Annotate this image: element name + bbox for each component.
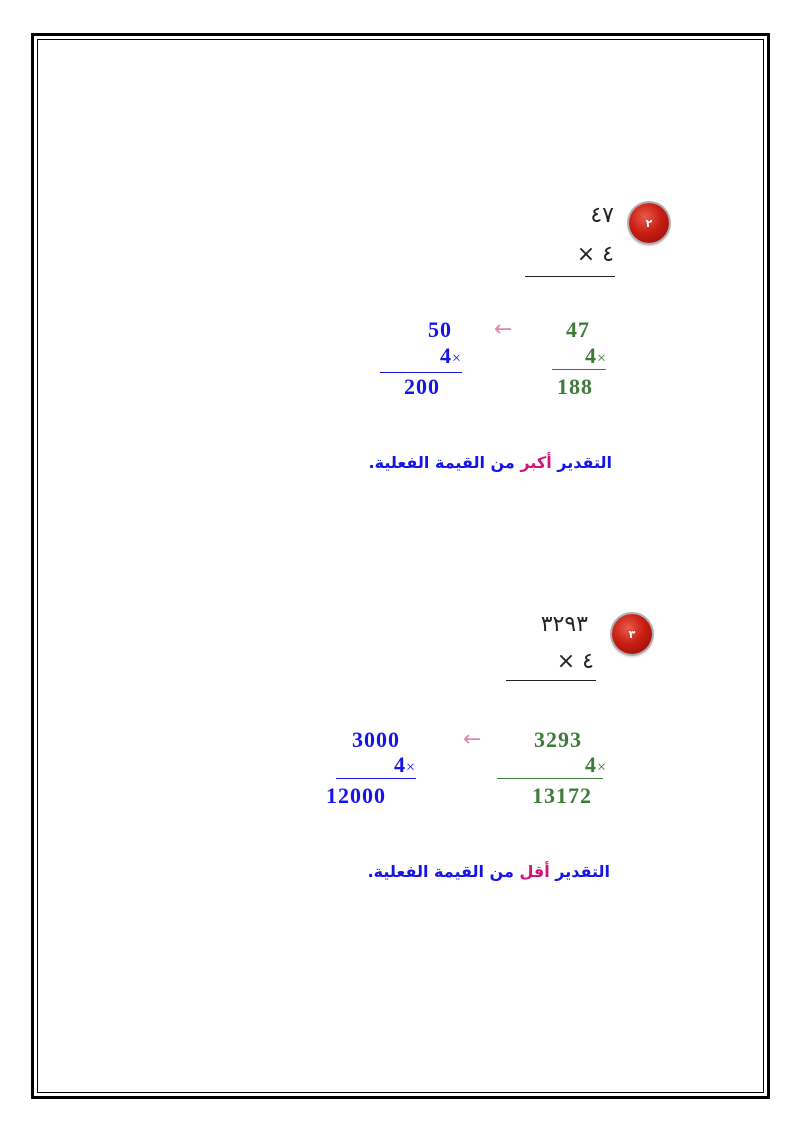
estimate-conclusion [368, 862, 610, 881]
estimate-multiplier-value: 4 [439, 343, 452, 368]
exercise-multiplier: × ٤ [556, 649, 594, 674]
conclusion-prefix: التقدير [551, 453, 612, 472]
estimate-result: 200 [404, 374, 440, 399]
times-sign: × [596, 350, 607, 367]
actual-top-number: 47 [566, 317, 590, 342]
arrow-left-icon: ← [494, 317, 513, 342]
actual-rule [497, 778, 603, 779]
conclusion-highlight: أقل [519, 862, 550, 881]
page-border-inner [37, 39, 764, 1093]
estimate-top-number: 50 [428, 317, 452, 342]
conclusion-highlight: أكبر [520, 453, 552, 472]
actual-top-number: 3293 [534, 727, 582, 752]
times-sign: × [405, 759, 416, 776]
exercise-rule [506, 680, 596, 681]
problem-number-badge: ٢ [629, 203, 669, 243]
actual-multiplier-value: 4 [584, 343, 597, 368]
actual-multiplier-value: 4 [584, 752, 597, 777]
estimate-rule [336, 778, 416, 779]
arrow-left-icon: ← [463, 727, 482, 752]
exercise-top-number: ٤٧ [590, 203, 614, 228]
actual-rule [552, 369, 606, 370]
exercise-rule [525, 276, 615, 277]
estimate-top-number: 3000 [352, 727, 400, 752]
estimate-multiplier-value: 4 [393, 752, 406, 777]
actual-multiplier [585, 343, 607, 369]
estimate-multiplier [394, 752, 416, 778]
exercise-top-number: ٣٢٩٣ [540, 612, 588, 637]
times-sign: × [451, 350, 462, 367]
estimate-result: 12000 [326, 783, 386, 808]
estimate-rule [380, 372, 462, 373]
exercise-multiplier: × ٤ [576, 242, 614, 267]
actual-multiplier [585, 752, 607, 778]
conclusion-suffix: من القيمة الفعلية. [368, 453, 521, 472]
estimate-conclusion [369, 453, 612, 472]
problem-number-badge: ٣ [612, 614, 652, 654]
actual-result: 188 [557, 374, 593, 399]
estimate-multiplier [440, 343, 462, 369]
actual-result: 13172 [532, 783, 592, 808]
conclusion-prefix: التقدير [549, 862, 610, 881]
conclusion-suffix: من القيمة الفعلية. [367, 862, 520, 881]
times-sign: × [596, 759, 607, 776]
